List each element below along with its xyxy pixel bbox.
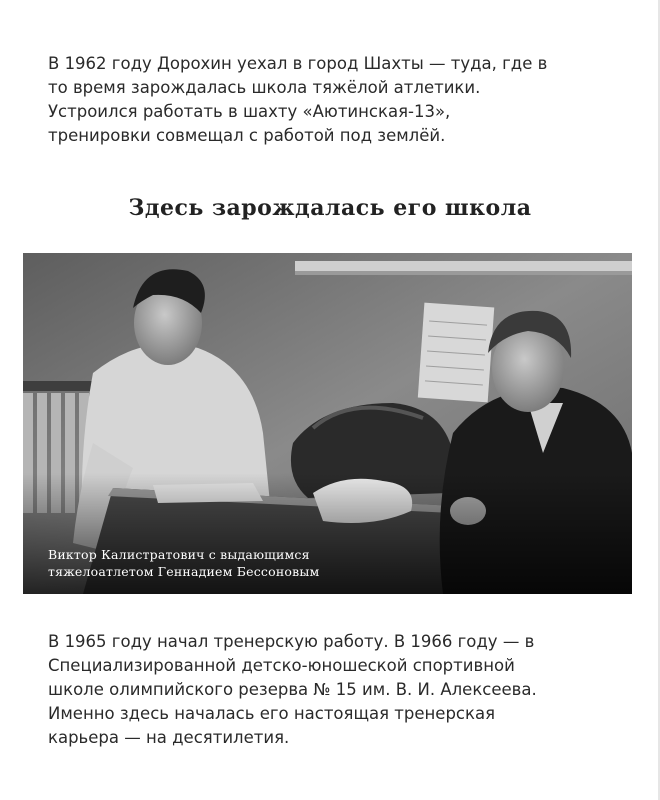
historical-photo [23,253,632,594]
intro-paragraph [48,52,628,148]
career-paragraph [48,630,628,750]
intro-line: то время зарождалась школа тяжёлой атлетики. [48,78,481,97]
photo-illustration [23,253,632,594]
career-line: В 1965 году начал тренерскую работу. В 1966 году — в [48,632,535,651]
intro-line: В 1962 году Дорохин уехал в город Шахты — туда, где в [48,54,548,73]
photo-caption [48,546,319,580]
career-line: школе олимпийского резерва № 15 им. В. И. Алексеева. [48,680,537,699]
career-line: Именно здесь началась его настоящая тренерская [48,704,495,723]
caption-line: тяжелоатлетом Геннадием Бессоновым [48,564,320,579]
caption-line: Виктор Калистратович с выдающимся [48,547,310,562]
intro-line: тренировки совмещал с работой под землёй. [48,126,446,145]
shelf [295,261,632,271]
section-heading: Здесь зарождалась его школа [128,195,532,221]
intro-line: Устроился работать в шахту «Аютинская-13», [48,102,451,121]
career-line: Специализированной детско-юношеской спортивной [48,656,515,675]
career-line: карьера — на десятилетия. [48,728,290,747]
